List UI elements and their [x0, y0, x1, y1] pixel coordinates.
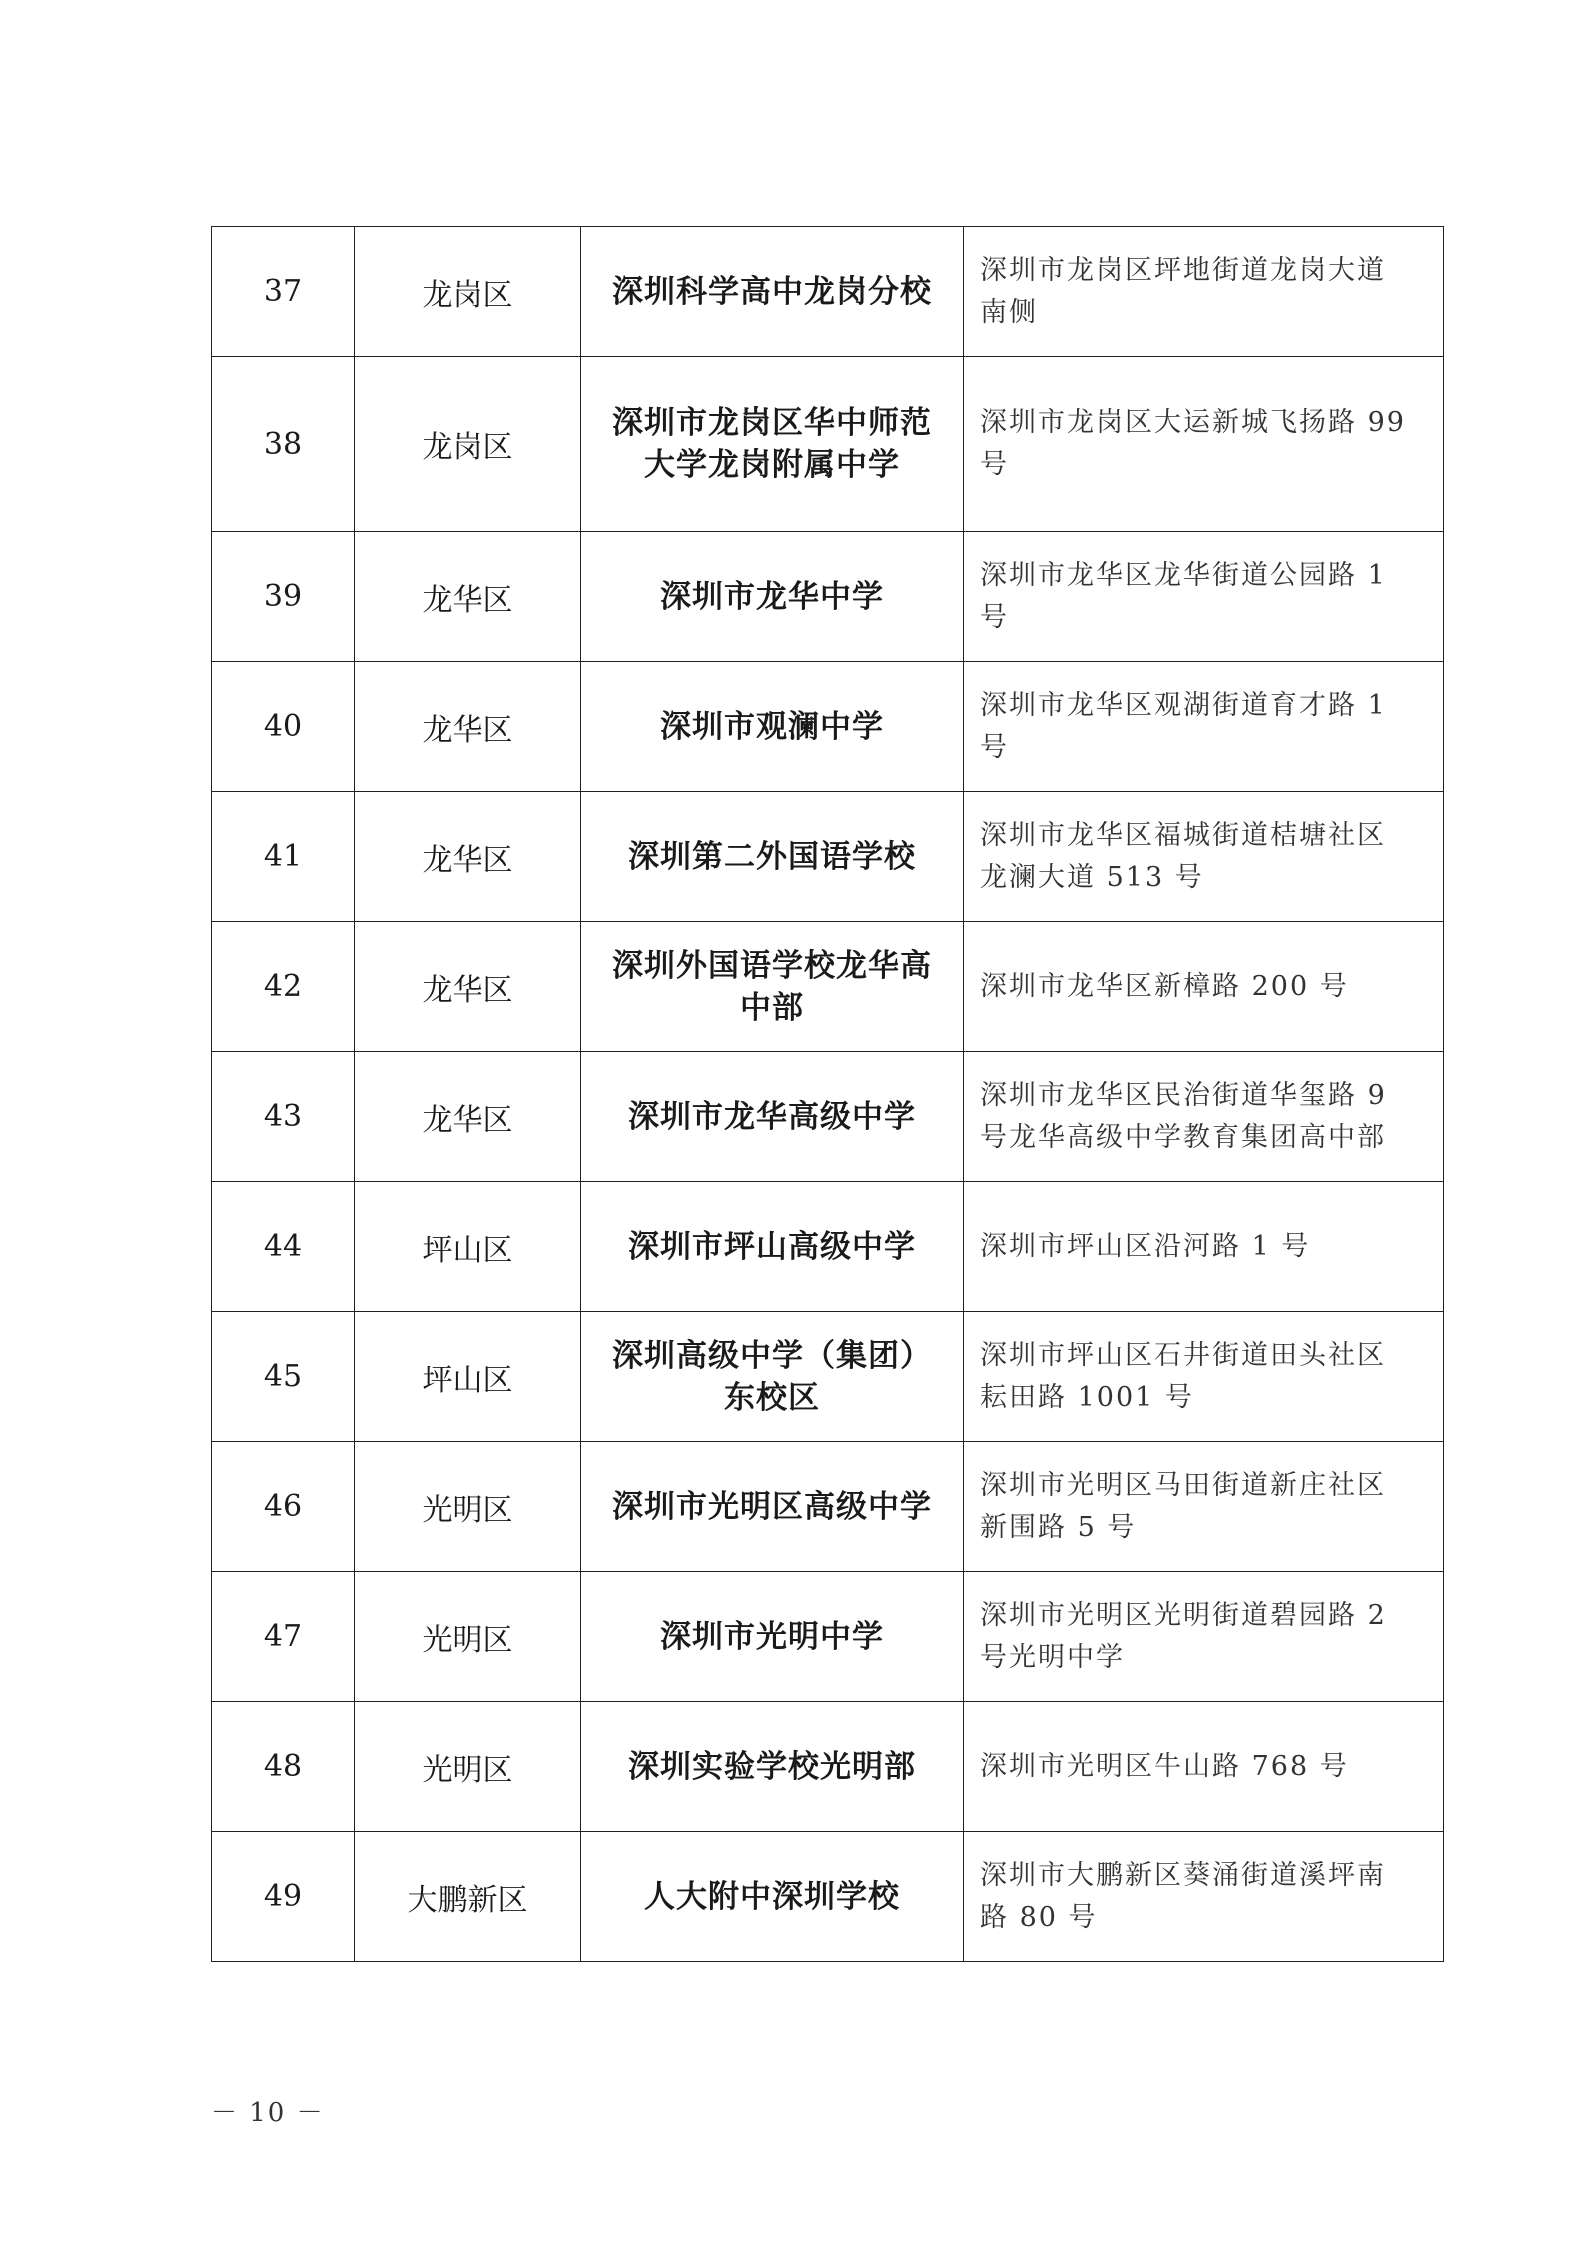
- school-address: [964, 1702, 1444, 1832]
- row-number: 42: [212, 922, 355, 1052]
- school-name: [581, 532, 964, 662]
- address-line: 耘田路 1001 号: [980, 1381, 1194, 1413]
- table-row: [212, 1572, 1444, 1702]
- table-row: [212, 792, 1444, 922]
- address-line: 路 80 号: [980, 1901, 1098, 1933]
- school-name: [581, 1702, 964, 1832]
- row-number: 39: [212, 532, 355, 662]
- school-name: [581, 1052, 964, 1182]
- table-row: [212, 1182, 1444, 1312]
- address-line: 龙澜大道 513 号: [980, 861, 1204, 893]
- district: 龙华区: [355, 922, 581, 1052]
- district: 龙华区: [355, 1052, 581, 1182]
- school-address: [964, 1312, 1444, 1442]
- school-name-line: 深圳市光明中学: [660, 1618, 884, 1655]
- school-name: [581, 357, 964, 532]
- address-line: 深圳市龙华区观湖街道育才路 1: [980, 689, 1387, 721]
- district: 龙华区: [355, 792, 581, 922]
- table-row: [212, 532, 1444, 662]
- address-line: 号龙华高级中学教育集团高中部: [980, 1121, 1386, 1153]
- address-line: 号: [980, 601, 1009, 633]
- page-number: － 10 －: [211, 2098, 325, 2128]
- school-address: [964, 227, 1444, 357]
- row-number: 49: [212, 1832, 355, 1962]
- district: 龙华区: [355, 662, 581, 792]
- address-line: 新围路 5 号: [980, 1511, 1137, 1543]
- school-address: [964, 1832, 1444, 1962]
- table-row: [212, 1442, 1444, 1572]
- school-name: [581, 922, 964, 1052]
- table-row: [212, 357, 1444, 532]
- school-address: [964, 357, 1444, 532]
- school-name: [581, 1572, 964, 1702]
- school-list-table: [211, 226, 1444, 1962]
- table-row: [212, 1702, 1444, 1832]
- school-name-line: 深圳市龙华高级中学: [628, 1098, 916, 1135]
- school-address: [964, 922, 1444, 1052]
- district: 光明区: [355, 1572, 581, 1702]
- school-name-line: 深圳科学高中龙岗分校: [612, 273, 932, 310]
- address-line: 南侧: [980, 296, 1038, 328]
- school-name: [581, 662, 964, 792]
- school-address: [964, 1572, 1444, 1702]
- address-line: 号: [980, 449, 1009, 480]
- row-number: 46: [212, 1442, 355, 1572]
- school-address: [964, 792, 1444, 922]
- address-line: 深圳市大鹏新区葵涌街道溪坪南: [980, 1859, 1386, 1891]
- district: 龙华区: [355, 532, 581, 662]
- row-number: 45: [212, 1312, 355, 1442]
- address-line: 号光明中学: [980, 1641, 1125, 1673]
- school-name: [581, 1442, 964, 1572]
- address-line: 深圳市龙华区民治街道华玺路 9: [980, 1079, 1387, 1111]
- address-line: 深圳市光明区光明街道碧园路 2: [980, 1599, 1387, 1631]
- school-name: [581, 1182, 964, 1312]
- row-number: 48: [212, 1702, 355, 1832]
- table-row: [212, 922, 1444, 1052]
- address-line: 号: [980, 731, 1009, 763]
- row-number: 41: [212, 792, 355, 922]
- address-line: 深圳市龙华区福城街道桔塘社区: [980, 819, 1386, 851]
- table-row: [212, 1312, 1444, 1442]
- row-number: 43: [212, 1052, 355, 1182]
- school-name: [581, 227, 964, 357]
- address-line: 深圳市光明区牛山路 768 号: [980, 1750, 1349, 1782]
- school-address: [964, 532, 1444, 662]
- school-name-line: 深圳市坪山高级中学: [628, 1228, 916, 1265]
- school-name: [581, 1312, 964, 1442]
- address-line: 深圳市坪山区石井街道田头社区: [980, 1339, 1386, 1371]
- school-name-line: 东校区: [724, 1379, 820, 1416]
- district: 坪山区: [355, 1182, 581, 1312]
- school-address: [964, 1052, 1444, 1182]
- school-name-line: 深圳市龙华中学: [660, 578, 884, 615]
- school-list-body: [212, 227, 1444, 1962]
- school-name-line: 深圳市龙岗区华中师范: [612, 405, 932, 441]
- school-name-line: 深圳市观澜中学: [660, 708, 884, 745]
- school-name-line: 大学龙岗附属中学: [644, 447, 900, 483]
- district: 龙岗区: [355, 227, 581, 357]
- district: 光明区: [355, 1442, 581, 1572]
- address-line: 深圳市龙岗区大运新城飞扬路 99: [980, 407, 1406, 438]
- address-line: 深圳市坪山区沿河路 1 号: [980, 1230, 1311, 1262]
- address-line: 深圳市龙岗区坪地街道龙岗大道: [980, 254, 1386, 286]
- table-row: [212, 1052, 1444, 1182]
- address-line: 深圳市龙华区龙华街道公园路 1: [980, 559, 1387, 591]
- school-address: [964, 1182, 1444, 1312]
- table-row: [212, 227, 1444, 357]
- school-name-line: 深圳高级中学（集团）: [612, 1337, 932, 1374]
- row-number: 44: [212, 1182, 355, 1312]
- district: 龙岗区: [355, 357, 581, 532]
- school-name: [581, 792, 964, 922]
- row-number: 47: [212, 1572, 355, 1702]
- district: 大鹏新区: [355, 1832, 581, 1962]
- row-number: 38: [212, 357, 355, 532]
- school-name-line: 深圳外国语学校龙华高: [612, 947, 932, 984]
- row-number: 37: [212, 227, 355, 357]
- school-address: [964, 662, 1444, 792]
- school-address: [964, 1442, 1444, 1572]
- school-name-line: 深圳第二外国语学校: [628, 838, 916, 875]
- school-name: [581, 1832, 964, 1962]
- district: 坪山区: [355, 1312, 581, 1442]
- table-row: [212, 662, 1444, 792]
- school-name-line: 人大附中深圳学校: [644, 1878, 900, 1915]
- table-row: [212, 1832, 1444, 1962]
- school-name-line: 中部: [740, 989, 804, 1026]
- school-name-line: 深圳实验学校光明部: [628, 1748, 916, 1785]
- row-number: 40: [212, 662, 355, 792]
- district: 光明区: [355, 1702, 581, 1832]
- address-line: 深圳市龙华区新樟路 200 号: [980, 970, 1349, 1002]
- address-line: 深圳市光明区马田街道新庄社区: [980, 1469, 1386, 1501]
- school-name-line: 深圳市光明区高级中学: [612, 1488, 932, 1525]
